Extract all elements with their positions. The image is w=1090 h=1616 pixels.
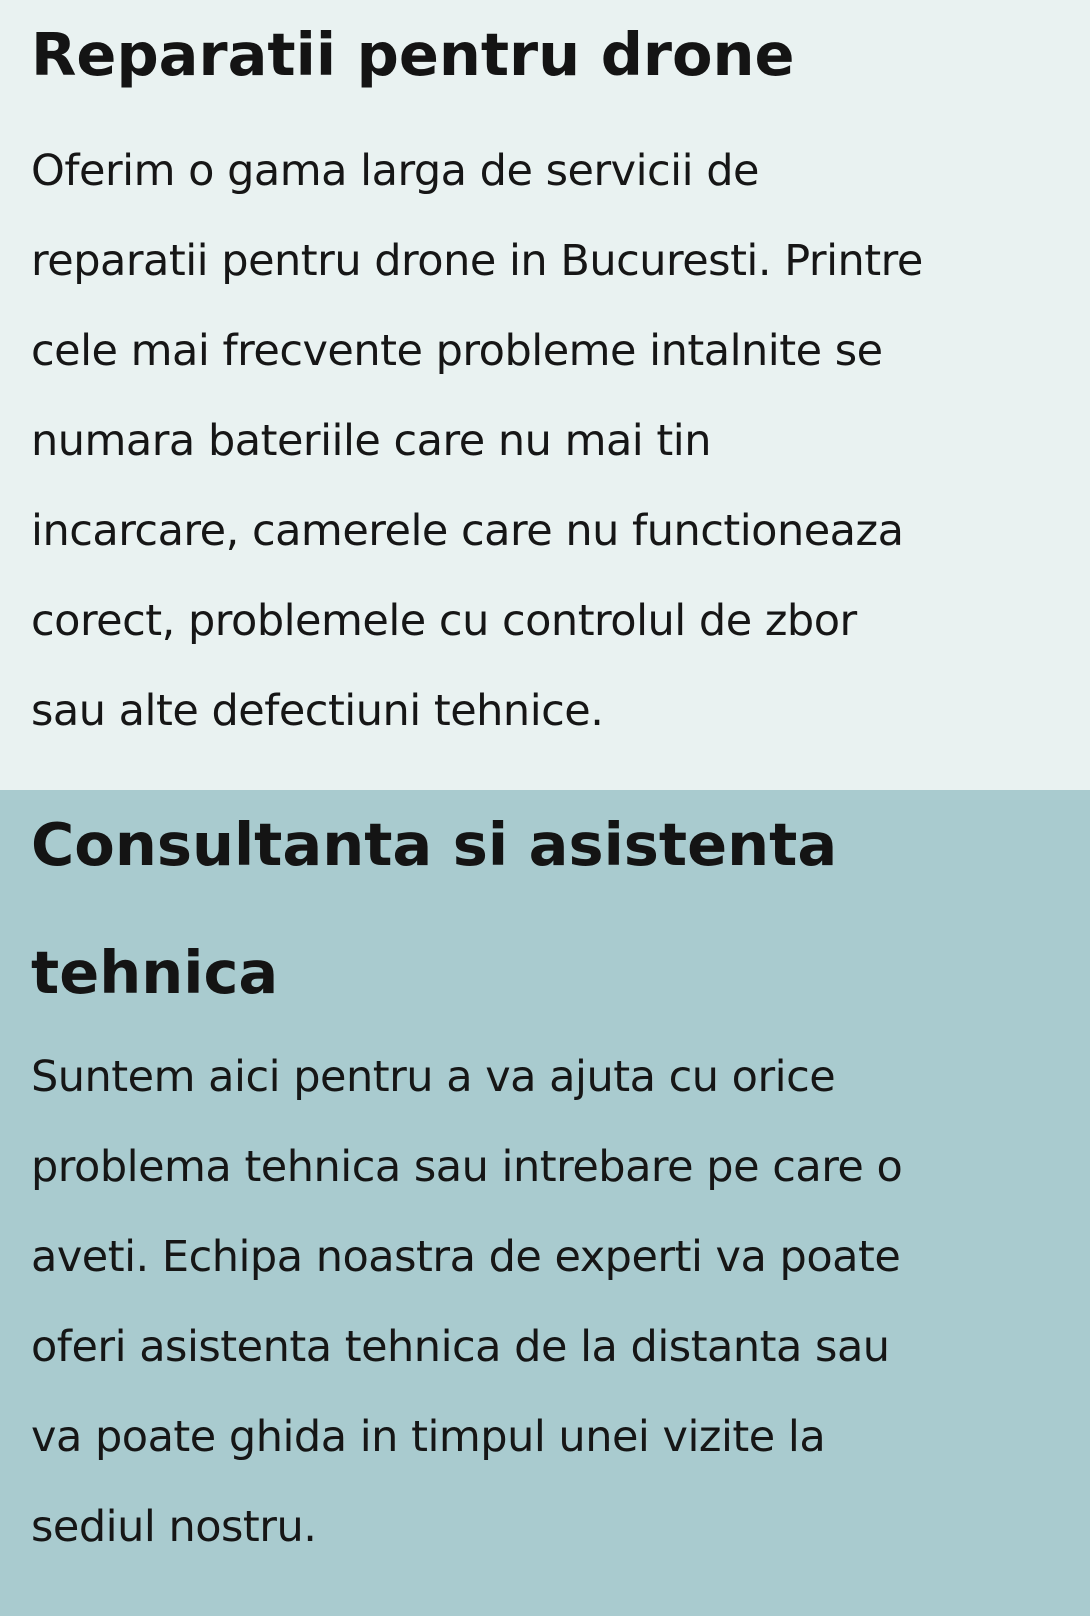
- consulting-text-line: oferi asistenta tehnica de la distanta sau: [31, 1322, 890, 1372]
- consulting-text-line: problema tehnica sau intrebare pe care o: [31, 1142, 903, 1192]
- drone-repairs-text-line: Oferim o gama larga de servicii de: [31, 146, 759, 196]
- drone-repairs-text-line: reparatii pentru drone in Bucuresti. Printre: [31, 236, 923, 286]
- drone-repairs-text-line: numara bateriile care nu mai tin: [31, 416, 711, 466]
- consulting-title-line: tehnica: [31, 938, 279, 1007]
- drone-repairs-title: Reparatii pentru drone: [31, 20, 795, 89]
- drone-repairs-text-line: sau alte defectiuni tehnice.: [31, 686, 604, 736]
- consulting-section: [0, 790, 1090, 1616]
- consulting-text-line: va poate ghida in timpul unei vizite la: [31, 1412, 826, 1462]
- drone-repairs-text-line: cele mai frecvente probleme intalnite se: [31, 326, 883, 376]
- drone-repairs-text-line: incarcare, camerele care nu functioneaza: [31, 506, 904, 556]
- consulting-text-line: Suntem aici pentru a va ajuta cu orice: [31, 1052, 836, 1102]
- consulting-text-line: sediul nostru.: [31, 1502, 317, 1552]
- drone-repairs-text-line: corect, problemele cu controlul de zbor: [31, 596, 857, 646]
- consulting-text-line: aveti. Echipa noastra de experti va poate: [31, 1232, 901, 1282]
- drone-repairs-section: [0, 0, 1090, 790]
- consulting-title-line: Consultanta si asistenta: [31, 810, 838, 879]
